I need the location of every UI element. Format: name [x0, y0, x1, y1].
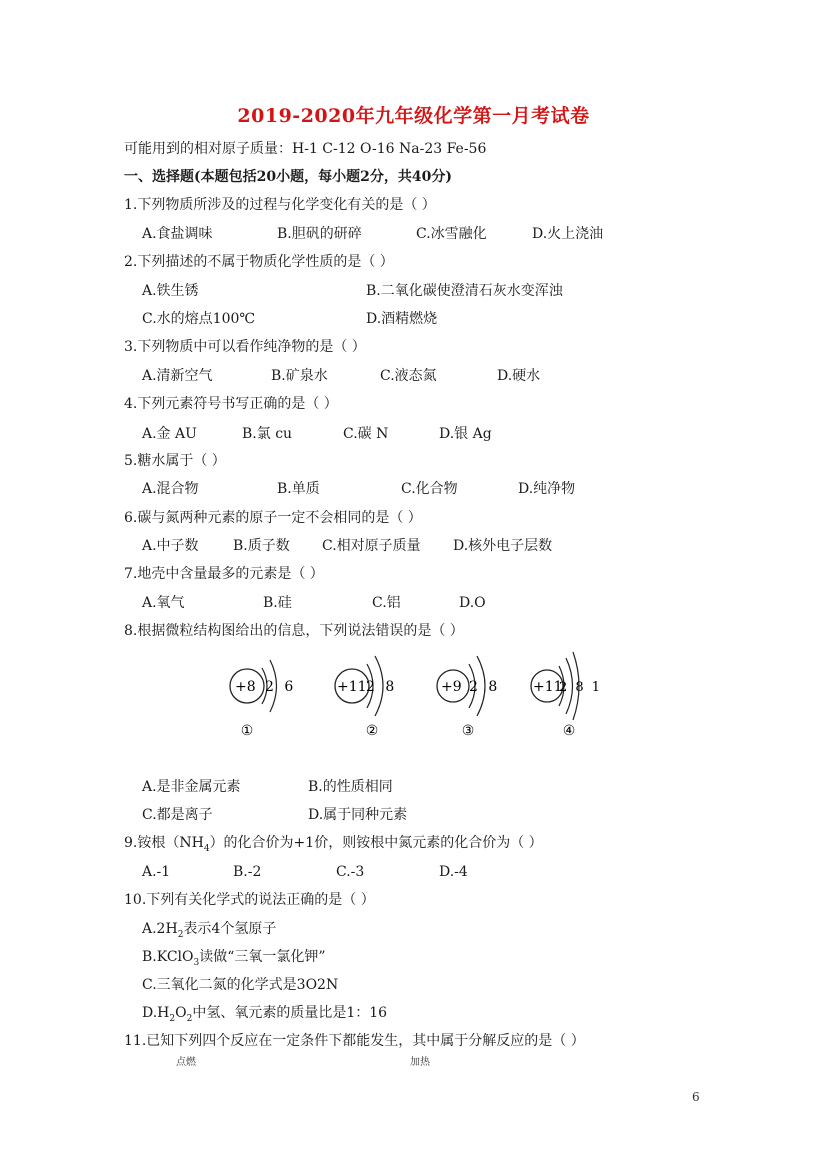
question-4-option-b: B.氯 cu [242, 426, 293, 442]
section-heading: 一、选择题(本题包括20小题，每小题2分，共40分) [124, 169, 452, 185]
atom-2-nucleus: +11 [337, 679, 367, 695]
subscript: 2 [177, 929, 184, 940]
question-3-option-a: A.清新空气 [142, 368, 213, 384]
question-1-option-a: A.食盐调味 [142, 226, 213, 242]
atom-4-label: ④ [562, 723, 576, 739]
question-3-option-b: B.矿泉水 [271, 368, 328, 384]
question-7-option-b: B.硅 [263, 595, 292, 611]
question-10-option-a-part: A.2H [142, 921, 178, 937]
question-6-option-b: B.质子数 [233, 538, 290, 554]
atom-1-diagram [230, 660, 296, 739]
question-7-option-d: D.O [459, 595, 486, 611]
reaction-condition-ignite: 点燃 [176, 1057, 196, 1068]
question-11-stem: 11.已知下列四个反应在一定条件下都能发生，其中属于分解反应的是（ ） [124, 1033, 585, 1049]
atom-4-nucleus: +11 [533, 679, 563, 695]
reaction-condition-heat: 加热 [410, 1057, 430, 1068]
question-2-stem: 2.下列描述的不属于物质化学性质的是（ ） [124, 254, 394, 270]
question-5-stem: 5.糖水属于（ ） [124, 453, 226, 469]
question-1-stem: 1.下列物质所涉及的过程与化学变化有关的是（ ） [124, 197, 436, 213]
question-3-stem: 3.下列物质中可以看作纯净物的是（ ） [124, 339, 366, 355]
subscript: 3 [193, 957, 200, 968]
question-10-option-a [142, 920, 276, 944]
question-5-option-b: B.单质 [277, 481, 320, 497]
question-1-option-b: B.胆矾的研碎 [277, 226, 362, 242]
question-6-option-c: C.相对原子质量 [322, 538, 421, 554]
question-10-option-a-part: 表示4个氢原子 [183, 921, 277, 937]
question-4-option-c: C.碳 N [343, 426, 389, 442]
question-8-option-c: C.都是离子 [142, 807, 213, 823]
question-10-option-b-part: B.KClO [142, 949, 194, 965]
question-6-option-d: D.核外电子层数 [453, 538, 553, 554]
atom-3-nucleus: +9 [441, 679, 462, 695]
question-6-stem: 6.碳与氮两种元素的原子一定不会相同的是（ ） [124, 510, 422, 526]
question-9-option-c: C.-3 [336, 864, 365, 880]
question-10-option-d-part: 中氢、氧元素的质量比是1：16 [192, 1005, 388, 1021]
question-2-option-c: C.水的熔点100℃ [142, 311, 256, 327]
page-number: 6 [692, 1090, 700, 1104]
question-7-stem: 7.地壳中含量最多的元素是（ ） [124, 566, 324, 582]
atom-2-label: ② [365, 723, 379, 739]
question-5-option-d: D.纯净物 [518, 481, 576, 497]
question-9-stem-part: 9.铵根（NH [124, 835, 204, 851]
atom-3-label: ③ [461, 723, 475, 739]
atom-1-label: ① [240, 723, 254, 739]
atom-3-diagram [437, 656, 500, 739]
question-6-option-a: A.中子数 [142, 538, 199, 554]
question-4-option-a: A.金 AU [142, 426, 197, 442]
question-8-option-b: B.的性质相同 [308, 779, 393, 795]
question-9-stem-part: ）的化合价为+1价，则铵根中氮元素的化合价为（ ） [209, 835, 543, 851]
subscript: 2 [186, 1013, 193, 1024]
question-1-option-d: D.火上浇油 [532, 226, 604, 242]
question-9-option-a: A.-1 [142, 864, 171, 880]
question-10-option-d [142, 1004, 387, 1028]
question-7-option-c: C.铝 [372, 595, 401, 611]
atom-2-shells: 2 8 [366, 679, 398, 695]
question-1-option-c: C.冰雪融化 [416, 226, 487, 242]
question-4-option-d: D.银 Ag [439, 426, 492, 442]
question-9-stem [124, 834, 543, 858]
question-3-option-d: D.硬水 [497, 368, 541, 384]
question-9-subscript: 4 [203, 843, 210, 854]
question-3-option-c: C.液态氮 [380, 368, 437, 384]
atom-1-nucleus: +8 [235, 679, 256, 695]
atom-1-shells: 2 6 [265, 679, 297, 695]
atom-2-diagram [335, 656, 397, 739]
question-7-option-a: A.氧气 [142, 595, 185, 611]
atom-4-shells: 2 8 1 [559, 680, 603, 695]
question-9-option-d: D.-4 [439, 864, 468, 880]
question-10-option-d-part: D.H [142, 1005, 170, 1021]
question-9-option-b: B.-2 [233, 864, 262, 880]
question-8-stem: 8.根据微粒结构图给出的信息，下列说法错误的是（ ） [124, 623, 464, 639]
question-5-option-a: A.混合物 [142, 481, 199, 497]
question-10-option-b [142, 948, 326, 972]
question-10-stem: 10.下列有关化学式的说法正确的是（ ） [124, 892, 375, 908]
question-4-stem: 4.下列元素符号书写正确的是（ ） [124, 396, 338, 412]
question-5-option-c: C.化合物 [401, 481, 458, 497]
question-2-option-b: B.二氧化碳使澄清石灰水变浑浊 [366, 283, 563, 299]
atom-4-diagram [531, 652, 602, 739]
atom-3-shells: 2 8 [469, 679, 501, 695]
question-10-option-d-part: O [175, 1005, 187, 1021]
question-2-option-a: A.铁生锈 [142, 283, 199, 299]
question-8-option-d: D.属于同种元素 [308, 807, 408, 823]
question-8-option-a: A.是非金属元素 [142, 779, 241, 795]
exam-title: 2019-2020年九年级化学第一月考试卷 [237, 105, 590, 127]
question-10-option-c: C.三氧化二氮的化学式是3O2N [142, 977, 339, 993]
subscript: 2 [169, 1013, 176, 1024]
question-2-option-d: D.酒精燃烧 [366, 311, 438, 327]
question-10-option-b-part: 读做“三氧一氯化钾” [199, 949, 326, 965]
atomic-masses: 可能用到的相对原子质量：H-1 C-12 O-16 Na-23 Fe-56 [124, 141, 487, 157]
atomic-structure-diagram [225, 650, 603, 740]
